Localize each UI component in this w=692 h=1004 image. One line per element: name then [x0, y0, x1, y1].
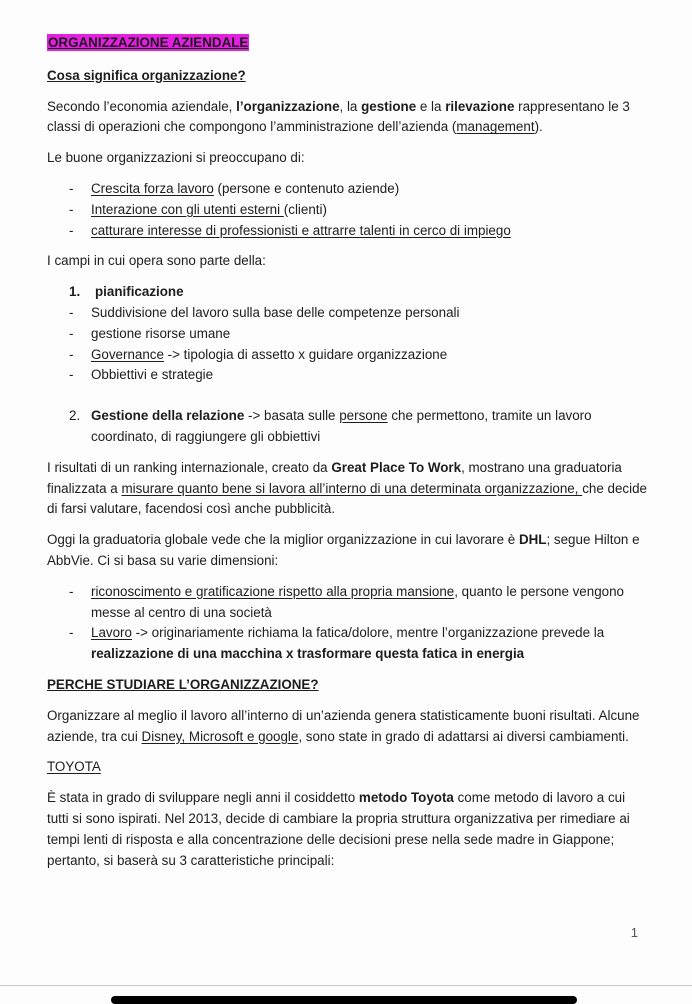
list-item	[47, 582, 647, 624]
dimensions-list	[47, 582, 647, 665]
text: che permettono, tramite un lavoro coordinato, di raggiungere gli obbiettivi	[91, 408, 592, 444]
text: rappresentano le 3 classi di operazioni che compongono l’amministrazione dell’azienda (	[47, 98, 630, 135]
fields-intro: I campi in cui opera sono parte della:	[47, 253, 266, 269]
text: -> basata sulle	[244, 408, 340, 424]
bold-term: l’organizzazione	[236, 98, 340, 114]
underlined-term: management	[456, 119, 535, 135]
text: , quanto le persone vengono messe al centro di una società	[91, 583, 624, 620]
item-number: 2.	[69, 408, 81, 424]
intro-paragraph	[47, 97, 647, 139]
text: che decide di farsi valutare, facendosi così anche pubblicità.	[47, 480, 647, 517]
section-heading-cosa-significa: Cosa significa organizzazione?	[47, 67, 246, 83]
underlined-text: Governance	[91, 346, 164, 362]
bold-term: Great Place To Work	[331, 459, 462, 475]
underlined-term: persone	[339, 408, 388, 424]
text: Organizzare al meglio il lavoro all’interno di un’azienda genera statisticamente buoni risultati. Alcune aziende, tra cui	[47, 707, 640, 744]
bold-term: rilevazione	[445, 98, 515, 114]
list-item	[47, 200, 647, 221]
text: , la	[339, 98, 362, 114]
underlined-text: Lavoro	[91, 625, 132, 641]
item-label: pianificazione	[95, 284, 184, 300]
underlined-text: Crescita forza lavoro	[91, 180, 214, 196]
underlined-text: misurare quanto bene si lavora all’interno di una determinata organizzazione,	[121, 480, 583, 496]
subheading-toyota: TOYOTA	[47, 759, 101, 775]
document-content	[47, 33, 647, 871]
underlined-text: Interazione con gli utenti esterni	[91, 201, 284, 217]
bold-term: DHL	[518, 532, 547, 548]
text: Oggi la graduatoria globale vede che la miglior organizzazione in cui lavorare è	[47, 532, 519, 548]
home-indicator-bar[interactable]	[111, 996, 577, 1004]
text: I risultati di un ranking internazionale, creato da	[47, 459, 332, 475]
concerns-list	[47, 179, 647, 241]
planning-subitems	[47, 303, 647, 386]
list-item	[47, 324, 647, 345]
list-item	[47, 221, 647, 242]
underlined-text: Disney, Microsoft e google	[141, 728, 299, 744]
list-item	[47, 303, 647, 324]
text: ; segue Hilton e AbbVie. Ci si basa su varie dimensioni:	[47, 532, 640, 568]
bold-term: metodo Toyota	[358, 790, 454, 806]
text: Suddivisione del lavoro sulla base delle competenze personali	[91, 304, 460, 320]
text: (persone e contenuto aziende)	[213, 180, 400, 196]
document-title: ORGANIZZAZIONE AZIENDALE	[48, 35, 249, 50]
text: , sono state in grado di adattarsi ai diversi cambiamenti.	[298, 728, 629, 744]
text: È stata in grado di sviluppare negli anni il cosiddetto	[47, 790, 359, 806]
page-divider	[0, 985, 692, 986]
underlined-text: riconoscimento e gratificazione rispetto alla propria mansione	[91, 583, 455, 599]
concerns-intro: Le buone organizzazioni si preoccupano di:	[47, 150, 305, 166]
text: come metodo di lavoro a cui tutti si sono ispirati. Nel 2013, decide di cambiare la propria struttura organizzativa per rimediare ai tempi lenti di risposta e alla concentrazione delle decisioni prese nella sede madre in Giappone; pertanto, si baserà su 3 caratteristiche principali:	[47, 790, 630, 868]
list-item	[47, 179, 647, 200]
underlined-text: catturare interesse di professionisti e attrarre talenti in cerco di impiego	[91, 222, 511, 238]
item-number: 1.	[69, 284, 81, 300]
bold-text: realizzazione di una macchina x trasformare questa fatica in energia	[91, 646, 525, 662]
list-item	[47, 345, 647, 366]
numbered-item-2	[47, 406, 647, 448]
ranking-paragraph	[47, 458, 647, 520]
global-ranking-paragraph	[47, 530, 647, 572]
section-heading-perche-studiare: PERCHE STUDIARE L’ORGANIZZAZIONE?	[47, 676, 319, 692]
list-item	[47, 623, 647, 665]
bold-term: gestione	[361, 98, 417, 114]
bold-term: Gestione della relazione	[91, 408, 245, 424]
text: Secondo l’economia aziendale,	[47, 98, 237, 114]
text: (clienti)	[283, 201, 327, 217]
text: -> tipologia di assetto x guidare organizzazione	[163, 346, 448, 362]
list-item	[47, 365, 647, 386]
text: e la	[416, 98, 446, 114]
page-number: 1	[630, 925, 638, 940]
text: Obbiettivi e strategie	[91, 367, 214, 383]
toyota-paragraph	[47, 788, 647, 871]
why-study-paragraph	[47, 706, 647, 748]
text: gestione risorse umane	[91, 325, 231, 341]
text: ).	[534, 119, 543, 135]
text: , mostrano una graduatoria finalizzata a	[47, 459, 622, 496]
text: -> originariamente richiama la fatica/dolore, mentre l’organizzazione prevede la	[131, 625, 605, 641]
numbered-item-1	[47, 282, 647, 303]
